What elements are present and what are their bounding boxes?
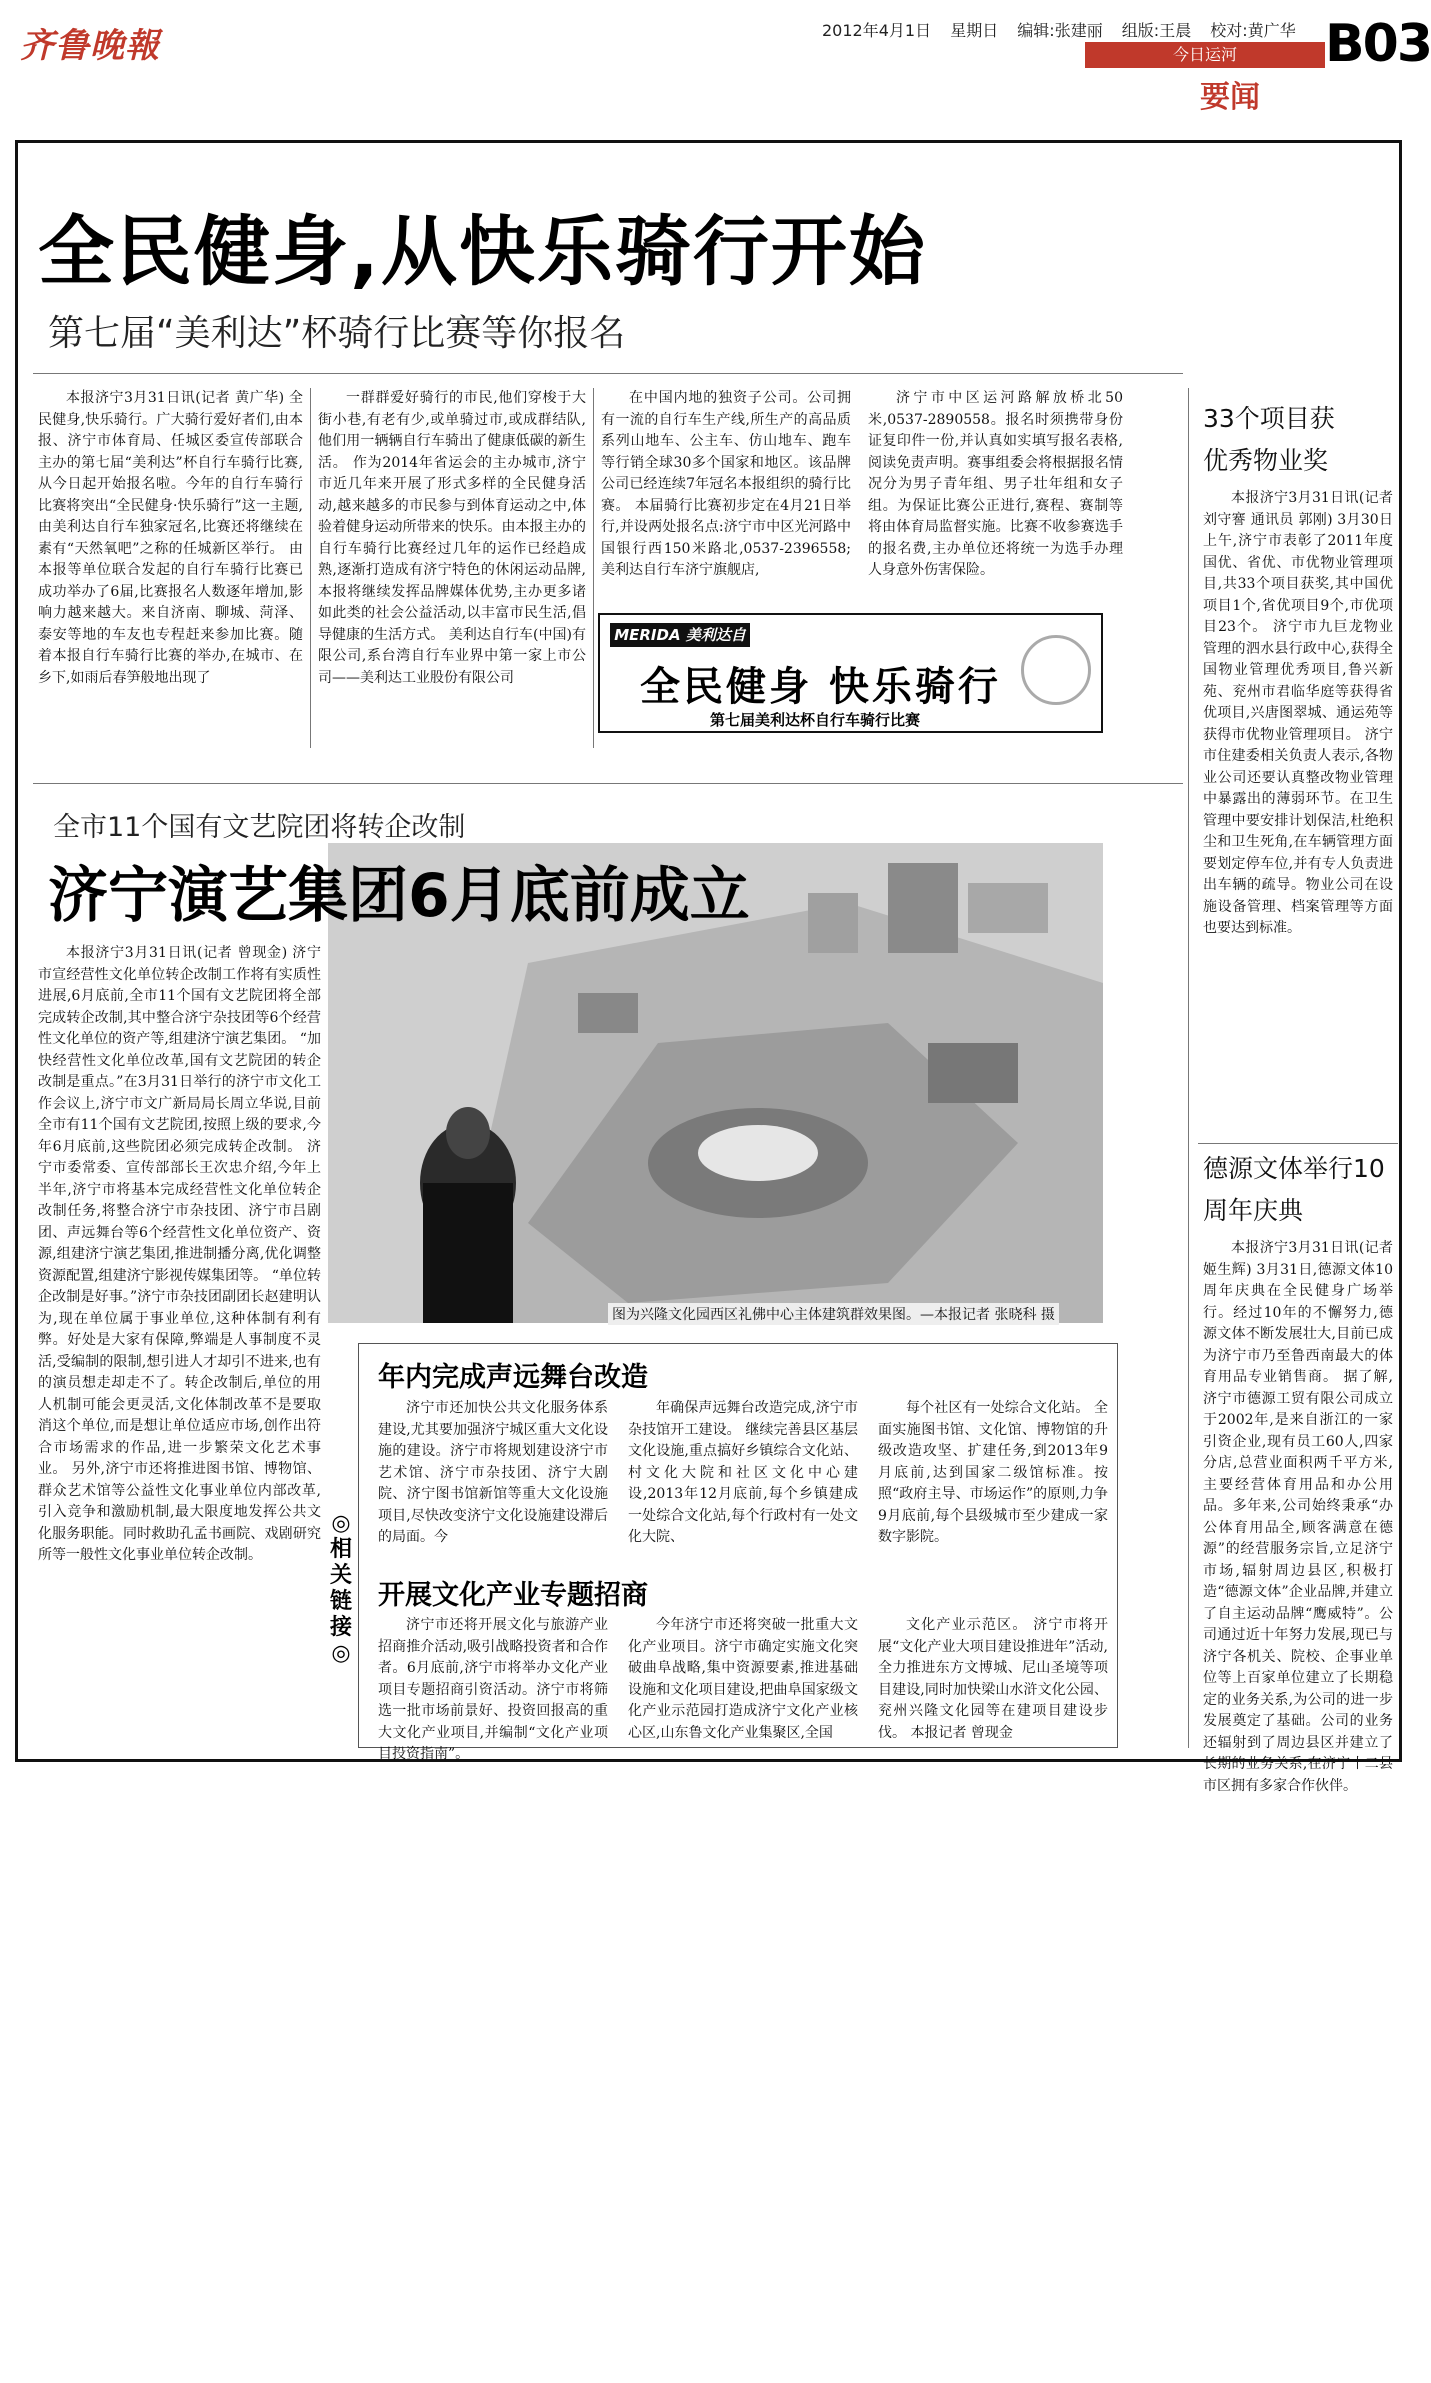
page-info [822,18,1310,41]
layout-credit: 组版:王晨 [1121,21,1192,40]
column-banner: 今日运河 [1085,42,1325,68]
related-sub1-column-2 [628,1398,858,1568]
related-sub1-title: 年内完成声远舞台改造 [378,1362,648,1393]
story2-kicker: 全市11个国有文艺院团将转企改制 [53,812,466,843]
advert-subtitle: 第七届美利达杯自行车骑行比赛 [710,711,921,729]
sidebar-story2-title: 德源文体举行10周年庆典 [1203,1154,1385,1225]
divider [1198,1143,1398,1144]
story1-column-2-text: 一群群爱好骑行的市民,他们穿梭于大街小巷,有老有少,或单骑过市,或成群结队,他们用一辆辆自行车骑出了健康低碳的新生活。 作为2014年省运会的主办城市,济宁市近几年来开展了形式多样的全民健身活动,越来越多的市民参与到体育运动之中,体验着健身运动所带来的快乐。由本报主办的自行车骑行比赛经过几年的运作已经趋成熟,逐渐打造成有济宁特色的休闲运动品牌,本报将继续发挥品牌媒体优势,主办更多诸如此类的社会公益活动,以丰富市民生活,倡导健康的生活方式。 美利达自行车(中国)有限公司,系台湾自行车业界中第一家上市公司——美利达工业股份有限公司 [318,390,586,686]
editor-credit: 编辑:张建丽 [1017,21,1103,40]
related-sub1-column-3-text: 每个社区有一处综合文化站。 全面实施图书馆、文化馆、博物馆的升级改造攻坚、扩建任务,到2013年9月底前,达到国家二级馆标准。按照“政府主导、市场运作”的原则,力争9月底前,每个县级城市至少建成一家数字影院。 [878,1400,1108,1545]
issue-date: 2012年4月1日 [822,21,932,40]
story1-column-4 [868,388,1123,608]
merida-advert [598,613,1103,733]
main-subhead: 第七届“美利达”杯骑行比赛等你报名 [48,313,626,354]
column-rule [593,388,594,748]
newspaper-logo: 齐鲁晚報 [20,26,160,66]
masthead [0,0,1431,130]
merida-logo: MERIDA 美利达自行车 [610,623,750,647]
story1-column-1 [38,388,303,748]
section-name: 要闻 [1200,80,1260,115]
story2-body [38,943,321,1743]
related-sub1-column-1-text: 济宁市还加快公共文化服务体系建设,尤其要加强济宁城区重大文化设施的建设。济宁市将规划建设济宁市艺术馆、济宁市杂技团、济宁大剧院、济宁图书馆新馆等重大文化设施项目,尽快改变济宁文化设施建设滞后的局面。今 [378,1400,608,1545]
related-sub1-column-1 [378,1398,608,1568]
story1-column-4-text: 济宁市中区运河路解放桥北50米,0537-2890558。报名时须携带身份证复印件一份,并认真如实填写报名表格,阅读免责声明。赛事组委会将根据报名情况分为男子青年组、男子壮年组和女子组。为保证比赛公正进行,赛程、赛制等将由体育局监督实施。比赛不收参赛选手的报名费,主办单位还将统一为选手办理人身意外伤害保险。 [868,390,1123,578]
photo-caption: 图为兴隆文化园西区礼佛中心主体建筑群效果图。—本报记者 张晓科 摄 [608,1303,1059,1325]
related-sub1-column-2-text: 年确保声远舞台改造完成,济宁市杂技馆开工建设。 继续完善县区基层文化设施,重点搞好乡镇综合文化站、村文化大院和社区文化中心建设,2013年12月底前,每个乡镇建成一处综合文化站,每个行政村有一处文化大院、 [628,1400,858,1545]
story1-column-3-text: 在中国内地的独资子公司。公司拥有一流的自行车生产线,所生产的高品质系列山地车、公主车、仿山地车、跑车等行销全球30多个国家和地区。该品牌公司已经连续7年冠名本报组织的骑行比赛。 本届骑行比赛初步定在4月21日举行,并设两处报名点:济宁市中区光河路中国银行西150米路北,0537-2396558;美利达自行车济宁旗舰店, [601,390,851,578]
cyclist-icon [1021,635,1091,705]
page-frame [15,140,1402,1794]
divider [33,783,1183,784]
related-sub2-column-2-text: 今年济宁市还将突破一批重大文化产业项目。济宁市确定实施文化突破曲阜战略,集中资源要素,推进基础设施和文化项目建设,把曲阜国家级文化产业示范园打造成济宁文化产业核心区,山东鲁文化产业集聚区,全国 [628,1617,858,1741]
divider [33,373,1183,374]
related-links-label: ◎相关链接◎ [329,1511,352,1666]
related-sub2-column-2 [628,1615,858,1743]
related-sub2-column-3-text: 文化产业示范区。 济宁市将开展“文化产业大项目建设推进年”活动,全力推进东方文博城、尼山圣境等项目建设,同时加快梁山水浒文化公园、兖州兴隆文化园等在建项目建设步伐。 本报记者 曾现金 [878,1617,1108,1741]
issue-weekday: 星期日 [950,21,999,40]
related-sub2-column-3 [878,1615,1108,1743]
sidebar-story2-body [1203,1238,1393,1794]
story1-column-2 [318,388,586,748]
sidebar-story2-text: 本报济宁3月31日讯(记者 姬生辉) 3月31日,德源文体10周年庆典在全民健身广场举行。经过10年的不懈努力,德源文体不断发展壮大,目前已成为济宁市乃至鲁西南最大的体育用品专业销售商。 据了解,济宁市德源工贸有限公司成立于2002年,是来自浙江的一家引资企业,现有员工60人,四家分店,总营业面积两千平方米,主要经营体育用品和办公用品。多年来,公司始终秉承“办公体育用品全,顾客满意在德源”的经营服务宗旨,立足济宁市场,辐射周边县区,积极打造“德源文体”企业品牌,并建立了自主运动品牌“鹰威特”。公司通过近十年努力发展,现已与济宁各机关、院校、企事业单位等上百家单位建立了长期稳定的业务关系,为公司的进一步发展奠定了基础。公司的业务还辐射到了周边县区并建立了长期的业务关系,在济宁十二县市区拥有多家合作伙伴。 [1203,1240,1393,1794]
proof-credit: 校对:黄广华 [1210,21,1296,40]
story1-column-1-text: 本报济宁3月31日讯(记者 黄广华) 全民健身,快乐骑行。广大骑行爱好者们,由本报、济宁市体育局、任城区委宣传部联合主办的第七届“美利达”杯自行车骑行比赛,从今日起开始报名啦。今年的自行车骑行比赛将突出“全民健身·快乐骑行”这一主题,由美利达自行车独家冠名,比赛还将继续在素有“天然氧吧”之称的任城新区举行。 由本报等单位联合发起的自行车骑行比赛已成功举办了6届,比赛报名人数逐年增加,影响力越来越大。来自济南、聊城、菏泽、泰安等地的车友也专程赶来参加比赛。随着本报自行车骑行比赛的举办,在城市、在乡下,如雨后春笋般地出现了 [38,390,303,686]
main-headline: 全民健身,从快乐骑行开始 [38,207,927,296]
story2-body-text: 本报济宁3月31日讯(记者 曾现金) 济宁市宣经营性文化单位转企改制工作将有实质性进展,6月底前,全市11个国有文艺院团将全部完成转企改制,其中整合济宁杂技团等6个经营性文化单位的资产等,组建济宁演艺集团。 “加快经营性文化单位改革,国有文艺院团的转企改制是重点。”在3月31日举行的济宁市文化工作会议上,济宁市文广新局局长周立华说,目前全市有11个国有文艺院团,按照上级的要求,今年6月底前,这些院团必须完成转企改制。 济宁市委常委、宣传部部长王次忠介绍,今年上半年,济宁市将基本完成经营性文化单位转企改制任务,将整合济宁市杂技团、济宁市吕剧团、声远舞台等6个经营性文化单位资产、资源,组建济宁演艺集团,推进制播分离,优化调整资源配置,组建济宁影视传媒集团等。 “单位转企改制是好事。”济宁市杂技团副团长赵建明认为,现在单位属于事业单位,这种体制有利有弊。好处是大家有保障,弊端是人事制度不灵活,受编制的限制,想引进人才却引不进来,也有的演员想走却走不了。转企改制后,单位的用人机制可能会更灵活,文化体制改革不是要取消这个单位,而是想让单位适应市场,创作出符合市场需求的作品,进一步繁荣文化艺术事业。 另外,济宁市还将推进图书馆、博物馆、群众艺术馆等公益性文化事业单位内部改革,引入竞争和激励机制,最大限度地发挥公共文化服务职能。同时救助孔孟书画院、戏剧研究所等一般性文化事业单位转企改制。 [38,945,321,1563]
story1-column-3 [601,388,851,608]
related-sub2-title: 开展文化产业专题招商 [378,1580,648,1611]
story2-headline: 济宁演艺集团6月底前成立 [48,861,750,931]
sidebar-story1-title: 33个项目获优秀物业奖 [1203,404,1335,475]
related-sub2-column-1-text: 济宁市还将开展文化与旅游产业招商推介活动,吸引战略投资者和合作者。6月底前,济宁市将举办文化产业项目专题招商引资活动。济宁市将筛选一批市场前景好、投资回报高的重大文化产业项目,并编制“文化产业项目投资指南”。 [378,1617,608,1762]
sidebar-story1-text: 本报济宁3月31日讯(记者 刘守謇 通讯员 郭刚) 3月30日上午,济宁市表彰了2011年度国优、省优、市优物业管理项目,共33个项目获奖,其中国优项目1个,省优项目9个,市优项目23个。 济宁市九巨龙物业管理的泗水县行政中心,获得全国物业管理优秀项目,鲁兴新苑、兖州市君临华庭等获得省优项目,兴唐图翠城、通运苑等获得市优物业管理项目。 济宁市住建委相关负责人表示,各物业公司还要认真整改物业管理中暴露出的薄弱环节。在卫生管理中要安排计划保洁,杜绝积尘和卫生死角,在车辆管理方面要划定停车位,并有专人负责进出车辆的疏导。物业公司在设施设备管理、档案管理等方面也要达到标准。 [1203,490,1393,936]
advert-slogan: 全民健身 快乐骑行 [640,664,1001,710]
sidebar-rule [1188,388,1189,1748]
column-rule [310,388,311,748]
related-sub1-column-3 [878,1398,1108,1568]
page-code: B03 [1325,14,1431,74]
related-sub2-column-1 [378,1615,608,1762]
sidebar-story1-body [1203,488,1393,1138]
